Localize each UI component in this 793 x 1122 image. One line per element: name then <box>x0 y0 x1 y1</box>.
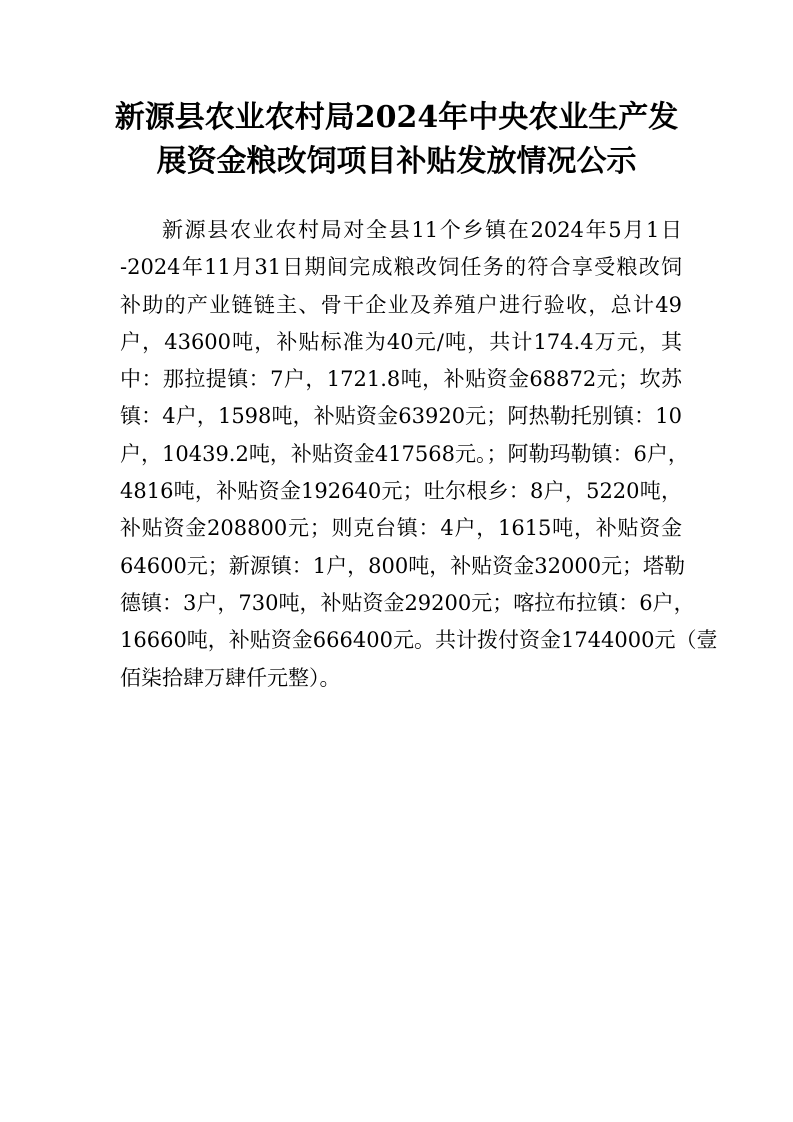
title-line-1: 新源县农业农村局2024年中央农业生产发 <box>114 100 679 135</box>
document-body <box>120 212 718 697</box>
title-line-2: 展资金粮改饲项目补贴发放情况公示 <box>156 144 637 179</box>
body-line: 中：那拉提镇：7户，1721.8吨，补贴资金68872元；坎苏 <box>120 367 682 392</box>
body-line: 德镇：3户，730吨，补贴资金29200元；喀拉布拉镇：6户， <box>120 590 695 615</box>
body-line: 户，10439.2吨，补贴资金417568元。；阿勒玛勒镇：6户， <box>120 441 689 466</box>
body-line: 补贴资金208800元；则克台镇：4户，1615吨，补贴资金 <box>120 516 682 541</box>
body-line: 补助的产业链链主、骨干企业及养殖户进行验收，总计49 <box>120 292 682 317</box>
body-line: 佰柒拾肆万肆仟元整）。 <box>120 665 341 690</box>
body-paragraph <box>120 212 718 697</box>
body-line: 16660吨，补贴资金666400元。共计拨付资金1744000元（壹 <box>120 628 718 653</box>
document-title <box>100 96 693 184</box>
body-line: 新源县农业农村局对全县11个乡镇在2024年5月1日 <box>162 218 682 242</box>
body-line: 户，43600吨，补贴标准为40元/吨，共计174.4万元，其 <box>120 329 682 354</box>
body-line: 镇：4户，1598吨，补贴资金63920元；阿热勒托别镇：10 <box>120 404 682 429</box>
body-line: 4816吨，补贴资金192640元；吐尔根乡：8户，5220吨， <box>120 479 682 504</box>
body-line: -2024年11月31日期间完成粮改饲任务的符合享受粮改饲 <box>120 255 682 280</box>
body-line: 64600元；新源镇：1户，800吨，补贴资金32000元；塔勒 <box>120 553 686 578</box>
